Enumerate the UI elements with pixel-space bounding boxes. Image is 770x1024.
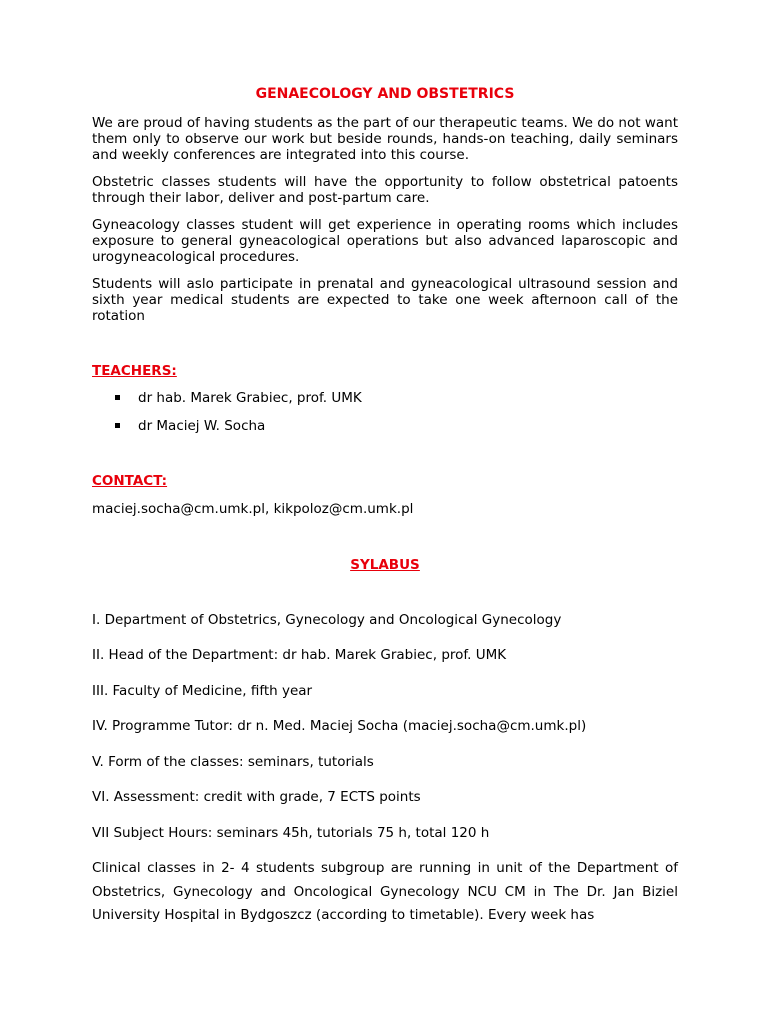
intro-paragraph-2: Obstetric classes students will have the opportunity to follow obstetrical patoents through their labor, deliver and post-partum care. [92,174,678,206]
square-bullet-icon [115,423,120,428]
intro-paragraph-4: Students will aslo participate in prenatal and gyneacological ultrasound session and sixth year medical students are expected to take one week afternoon call of the rotation [92,276,678,324]
syllabus-line-hours: VII Subject Hours: seminars 45h, tutorials 75 h, total 120 h [92,825,490,841]
teacher-item [92,390,678,418]
teacher-name: dr Maciej W. Socha [138,418,266,434]
contact-emails: maciej.socha@cm.umk.pl, kikpoloz@cm.umk.pl [92,501,414,517]
square-bullet-icon [115,395,120,400]
syllabus-line-faculty: III. Faculty of Medicine, fifth year [92,683,313,699]
intro-paragraph-3: Gyneacology classes student will get experience in operating rooms which includes exposure to general gyneacological operations but also advanced laparoscopic and urogyneacological procedures. [92,217,678,265]
teachers-heading: TEACHERS: [92,363,177,379]
syllabus-line-tutor: IV. Programme Tutor: dr n. Med. Maciej Socha (maciej.socha@cm.umk.pl) [92,718,587,734]
document-title: GENAECOLOGY AND OBSTETRICS [255,86,515,102]
intro-paragraph-1: We are proud of having students as the part of our therapeutic teams. We do not want them only to observe our work but beside rounds, hands-on teaching, daily seminars and weekly conferences are integrated into this course. [92,115,678,163]
syllabus-closing-paragraph: Clinical classes in 2- 4 students subgroup are running in unit of the Department of Obstetrics, Gynecology and Oncological Gynecology NCU CM in The Dr. Jan Biziel University Hospital in Bydgoszcz (according to timetable). Every week has [92,860,678,923]
contact-heading: CONTACT: [92,473,168,489]
teacher-item [92,418,678,446]
syllabus-heading [92,557,678,573]
teachers-list [92,390,678,446]
teacher-name: dr hab. Marek Grabiec, prof. UMK [138,390,362,406]
syllabus-line-form: V. Form of the classes: seminars, tutorials [92,754,374,770]
syllabus-line-head: II. Head of the Department: dr hab. Marek Grabiec, prof. UMK [92,647,507,663]
syllabus-line-assessment: VI. Assessment: credit with grade, 7 ECTS points [92,789,421,805]
syllabus-heading-text: SYLABUS [350,557,420,573]
syllabus-line-department: I. Department of Obstetrics, Gynecology and Oncological Gynecology [92,612,562,628]
